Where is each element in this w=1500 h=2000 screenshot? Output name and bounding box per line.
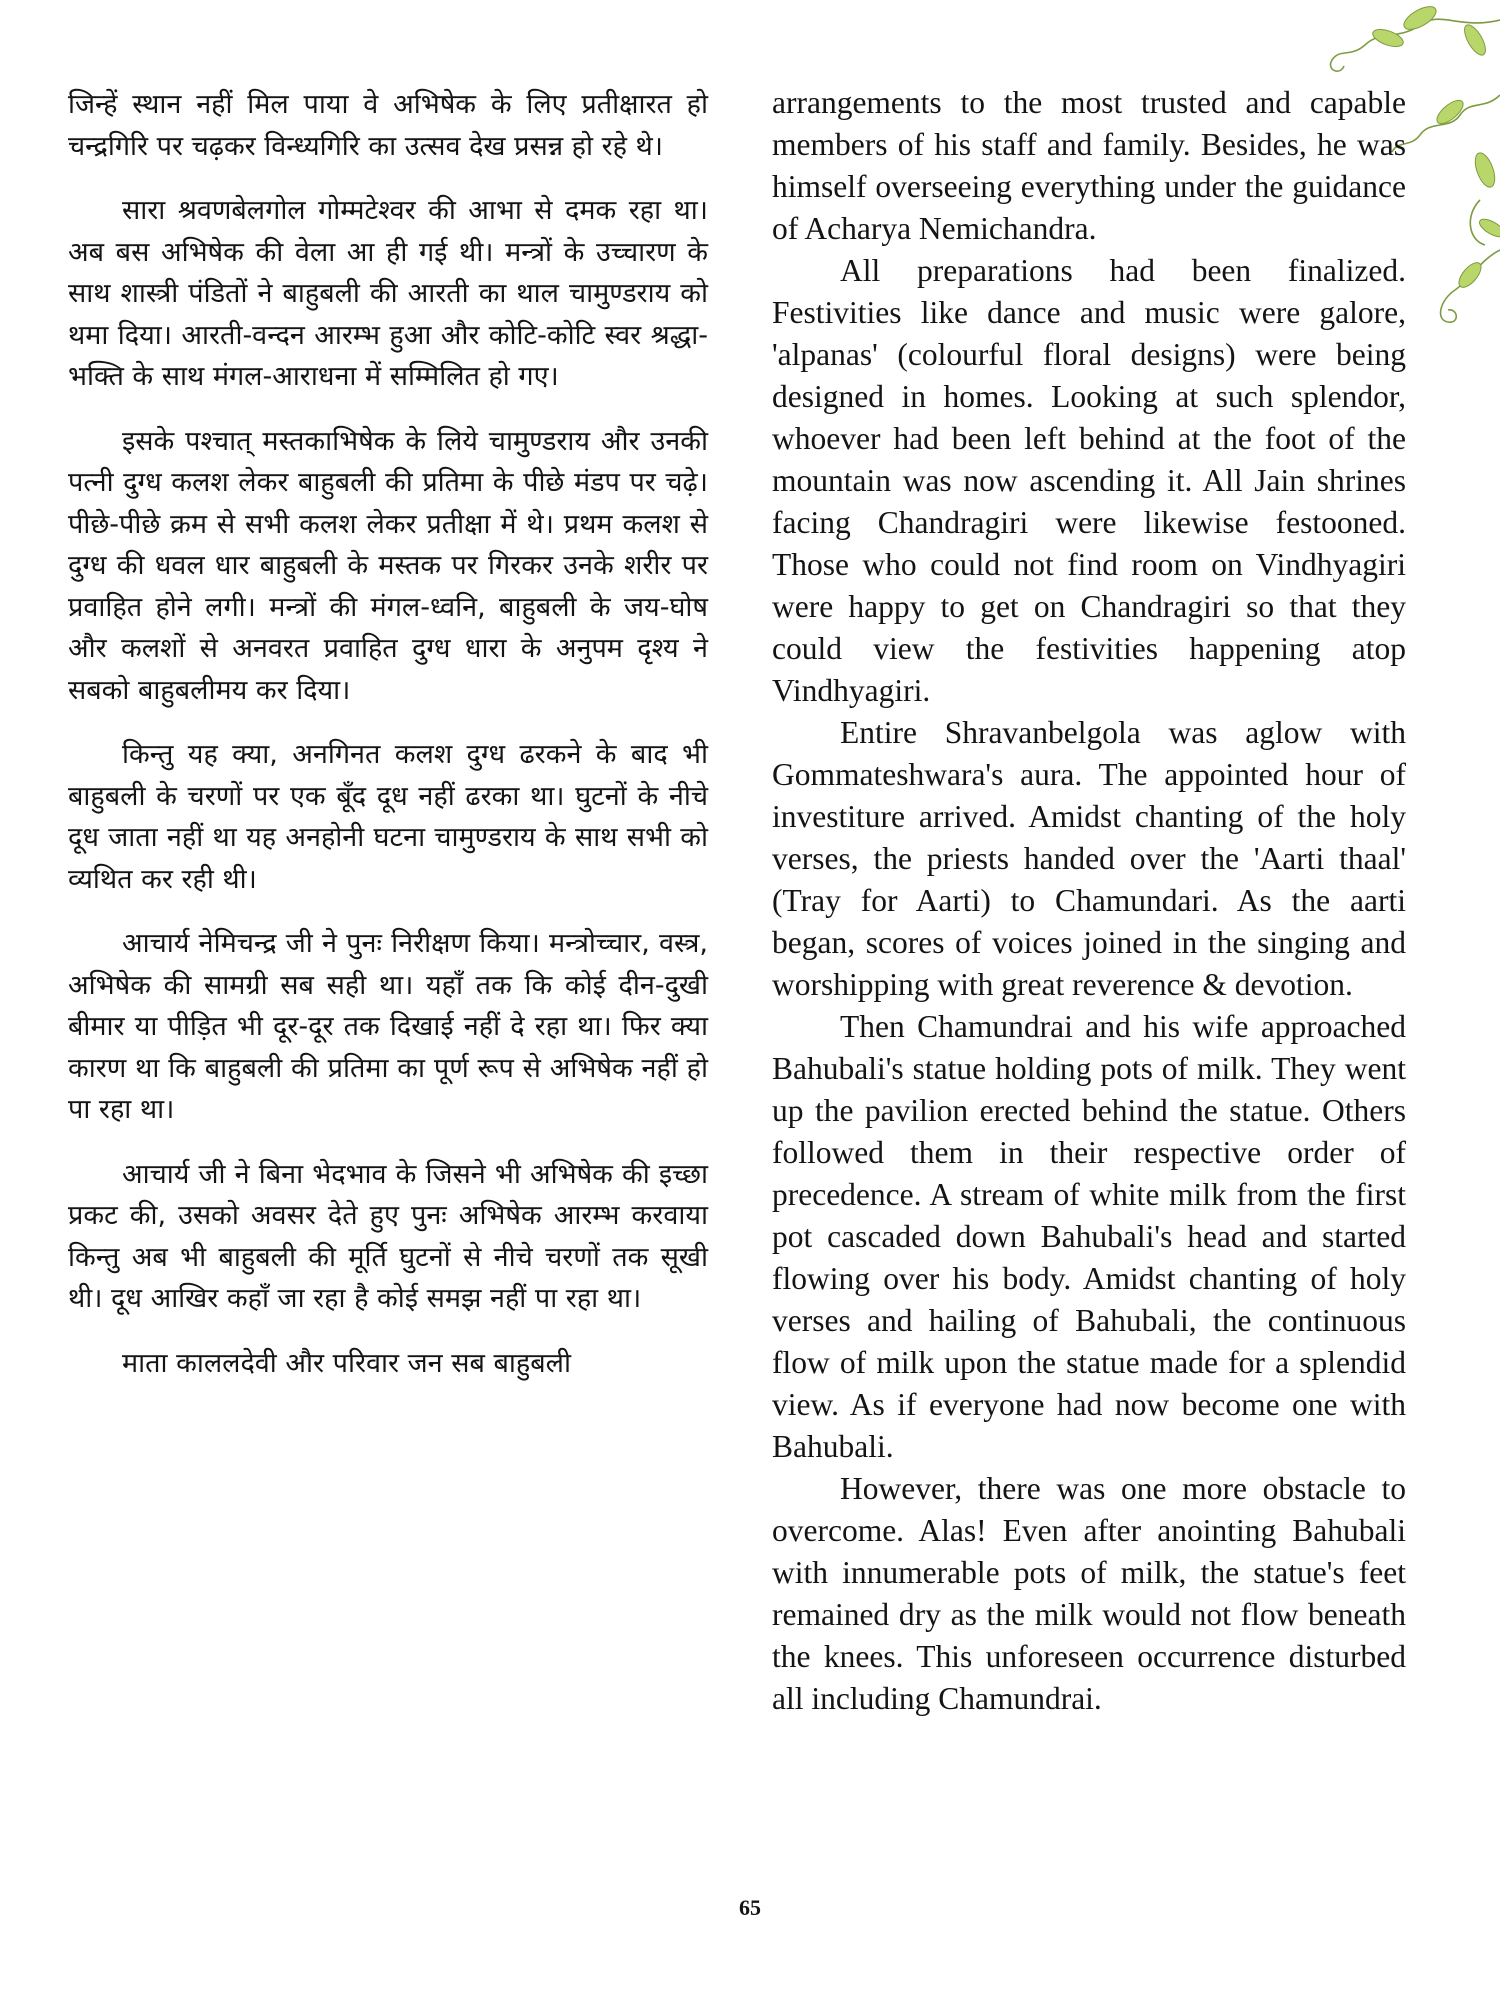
hindi-paragraph-6: आचार्य जी ने बिना भेदभाव के जिसने भी अभिषेक की इच्छा प्रकट की, उसको अवसर देते हुए पुनः अभिषेक आरम्भ करवाया किन्तु अब भी बाहुबली की मूर्ति घुटनों से नीचे चरणों तक सूखी थी। दूध आखिर कहाँ जा रहा है कोई समझ नहीं पा रहा था। [68, 1158, 708, 1314]
english-paragraph-4: Then Chamundrai and his wife approached Bahubali's statue holding pots of milk. They went up the pavilion erected behind the statue. Others followed them in their respective order of precedence. A stream of white milk from the first pot cascaded down Bahubali's head and started flowing over his body. Amidst chanting of holy verses and hailing of Bahubali, the continuous flow of milk upon the statue made for a splendid view. As if everyone had now become one with Bahubali. [772, 1009, 1406, 1464]
hindi-column [68, 84, 708, 1407]
hindi-paragraph-4: किन्तु यह क्या, अनगिनत कलश दुग्ध ढरकने के बाद भी बाहुबली के चरणों पर एक बूँद दूध नहीं ढरका था। घुटनों के नीचे दूध जाता नहीं था यह अनहोनी घटना चामुण्डराय के साथ सभी को व्यथित कर रही थी। [68, 739, 708, 895]
english-column [772, 82, 1406, 1720]
page-number: 65 [739, 1895, 761, 1920]
hindi-paragraph-3: इसके पश्चात् मस्तकाभिषेक के लिये चामुण्डराय और उनकी पत्नी दुग्ध कलश लेकर बाहुबली की प्रतिमा के पीछे मंडप पर चढ़े। पीछे-पीछे क्रम से सभी कलश लेकर प्रतीक्षा में थे। प्रथम कलश से दुग्ध की धवल धार बाहुबली के मस्तक पर गिरकर उनके शरीर पर प्रवाहित होने लगी। मन्त्रों की मंगल-ध्वनि, बाहुबली के जय-घोष और कलशों से अनवरत प्रवाहित दुग्ध धारा के अनुपम दृश्य ने सबको बाहुबलीमय कर दिया। [68, 425, 708, 706]
hindi-paragraph-5: आचार्य नेमिचन्द्र जी ने पुनः निरीक्षण किया। मन्त्रोच्चार, वस्त्र, अभिषेक की सामग्री सब सही था। यहाँ तक कि कोई दीन-दुखी बीमार या पीड़ित भी दूर-दूर तक दिखाई नहीं दे रहा था। फिर क्या कारण था कि बाहुबली की प्रतिमा का पूर्ण रूप से अभिषेक नहीं हो पा रहा था। [68, 928, 708, 1125]
hindi-paragraph-2: सारा श्रवणबेलगोल गोम्मटेश्वर की आभा से दमक रहा था। अब बस अभिषेक की वेला आ ही गई थी। मन्त्रों के उच्चारण के साथ शास्त्री पंडितों ने बाहुबली की आरती का थाल चामुण्डराय को थमा दिया। आरती-वन्दन आरम्भ हुआ और कोटि-कोटि स्वर श्रद्धा-भक्ति के साथ मंगल-आराधना में सम्मिलित हो गए। [68, 195, 708, 392]
english-paragraph-2: All preparations had been finalized. Festivities like dance and music were galore, 'alpanas' (colourful floral designs) were being designed in homes. Looking at such splendor, whoever had been left behind at the foot of the mountain was now ascending it. All Jain shrines facing Chandragiri were likewise festooned. Those who could not find room on Vindhyagiri were happy to get on Chandragiri so that they could view the festivities happening atop Vindhyagiri. [772, 253, 1406, 708]
english-paragraph-1: arrangements to the most trusted and capable members of his staff and family. Besides, he was himself overseeing everything under the guidance of Acharya Nemichandra. [772, 85, 1406, 246]
english-paragraph-3: Entire Shravanbelgola was aglow with Gommateshwara's aura. The appointed hour of investiture arrived. Amidst chanting of the holy verses, the priests handed over the 'Aarti thaal' (Tray for Aarti) to Chamundari. As the aarti began, scores of voices joined in the singing and worshipping with great reverence & devotion. [772, 715, 1406, 1002]
hindi-paragraph-1: जिन्हें स्थान नहीं मिल पाया वे अभिषेक के लिए प्रतीक्षारत हो चन्द्रगिरि पर चढ़कर विन्ध्यगिरि का उत्सव देख प्रसन्न हो रहे थे। [68, 89, 708, 162]
hindi-paragraph-7: माता काललदेवी और परिवार जन सब बाहुबली [122, 1347, 571, 1379]
english-paragraph-5: However, there was one more obstacle to overcome. Alas! Even after anointing Bahubali with innumerable pots of milk, the statue's feet remained dry as the milk would not flow beneath the knees. This unforeseen occurrence disturbed all including Chamundrai. [772, 1471, 1406, 1716]
